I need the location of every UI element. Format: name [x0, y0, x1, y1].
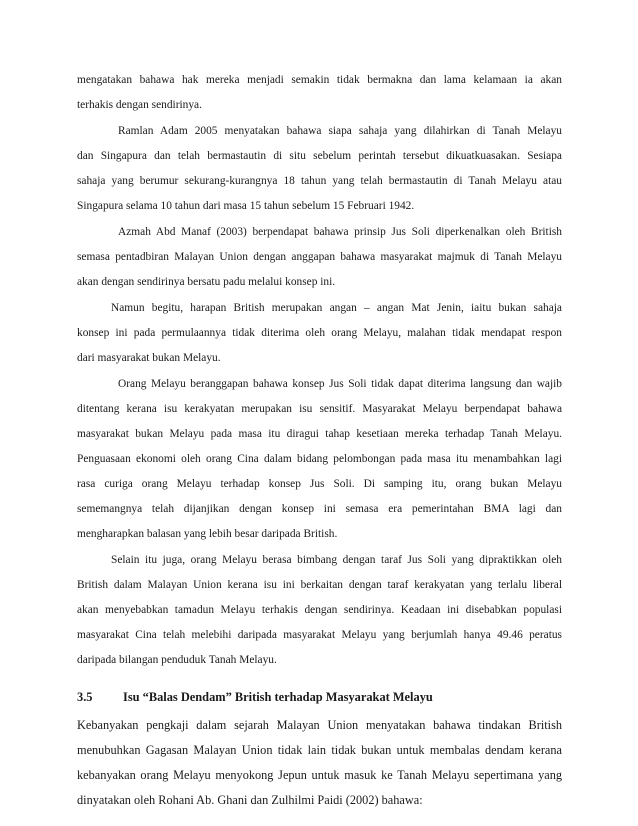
text-line: akan menyebabkan tamadun Melayu terhakis dengan sendirinya. Keadaan ini disebabkan populasi — [77, 604, 562, 616]
text-line: Singapura selama 10 tahun dari masa 15 tahun sebelum 15 Februari 1942. — [77, 200, 415, 212]
text-line: ditentang kerana isu kerakyatan merupakan isu sensitif. Masyarakat Melayu berpendapat bahawa — [77, 403, 562, 415]
text-line: dan Singapura dan telah bermastautin di situ sebelum perintah tersebut dikuatkuasakan. Sesiapa — [77, 150, 562, 162]
text-line: sememangnya telah dijanjikan dengan konsep ini semasa era pemerintahan BMA lagi dan — [77, 503, 562, 515]
text-line: Selain itu juga, orang Melayu berasa bimbang dengan taraf Jus Soli yang dipraktikkan oleh — [111, 554, 562, 566]
text-line: Namun begitu, harapan British merupakan angan – angan Mat Jenin, iaitu bukan sahaja — [111, 302, 562, 314]
text-line: Penguasaan ekonomi oleh orang Cina dalam bidang pelombongan pada masa itu menambahkan lagi — [77, 453, 562, 465]
section-title: Isu “Balas Dendam” British terhadap Masyarakat Melayu — [123, 690, 433, 704]
text-line: Ramlan Adam 2005 menyatakan bahawa siapa sahaja yang dilahirkan di Tanah Melayu — [118, 125, 562, 137]
text-line: sahaja yang berumur sekurang-kurangnya 18 tahun yang telah bermastautin di Tanah Melayu atau — [77, 175, 562, 187]
text-line: Kebanyakan pengkaji dalam sejarah Malayan Union menyatakan bahawa tindakan British — [77, 718, 562, 732]
section-number: 3.5 — [77, 690, 93, 704]
text-line: terhakis dengan sendirinya. — [77, 99, 202, 111]
text-line: masyarakat Cina telah melebihi daripada masyarakat Melayu yang berjumlah hanya 49.46 peratus — [77, 629, 562, 641]
text-line: rasa curiga orang Melayu terhadap konsep Jus Soli. Di samping itu, orang bukan Melayu — [77, 478, 562, 490]
text-line: menubuhkan Gagasan Malayan Union tidak lain tidak bukan untuk membalas dendam kerana — [77, 743, 562, 757]
section-heading — [77, 690, 433, 705]
text-line: konsep ini pada permulaannya tidak diterima oleh orang Melayu, malahan tidak mendapat respon — [77, 327, 562, 339]
text-line: daripada bilangan penduduk Tanah Melayu. — [77, 654, 277, 666]
text-line: mengharapkan balasan yang lebih besar daripada British. — [77, 528, 338, 540]
text-line: dinyatakan oleh Rohani Ab. Ghani dan Zulhilmi Paidi (2002) bahawa: — [77, 793, 423, 807]
text-line: British dalam Malayan Union kerana isu ini berkaitan dengan taraf kerakyatan yang terlalu liberal — [77, 579, 562, 591]
text-line: kebanyakan orang Melayu menyokong Jepun untuk masuk ke Tanah Melayu sepertimana yang — [77, 768, 562, 782]
text-line: mengatakan bahawa hak mereka menjadi semakin tidak bermakna dan lama kelamaan ia akan — [77, 74, 562, 86]
text-line: masyarakat bukan Melayu pada masa itu diragui tahap kesetiaan mereka terhadap Tanah Melayu. — [77, 428, 562, 440]
text-line: Azmah Abd Manaf (2003) berpendapat bahawa prinsip Jus Soli diperkenalkan oleh British — [118, 226, 562, 238]
text-line: semasa pentadbiran Malayan Union dengan anggapan bahawa masyarakat majmuk di Tanah Melayu — [77, 251, 562, 263]
text-line: Orang Melayu beranggapan bahawa konsep Jus Soli tidak dapat diterima langsung dan wajib — [118, 378, 562, 390]
text-line: dari masyarakat bukan Melayu. — [77, 352, 221, 364]
text-line: akan dengan sendirinya bersatu padu melalui konsep ini. — [77, 276, 336, 288]
